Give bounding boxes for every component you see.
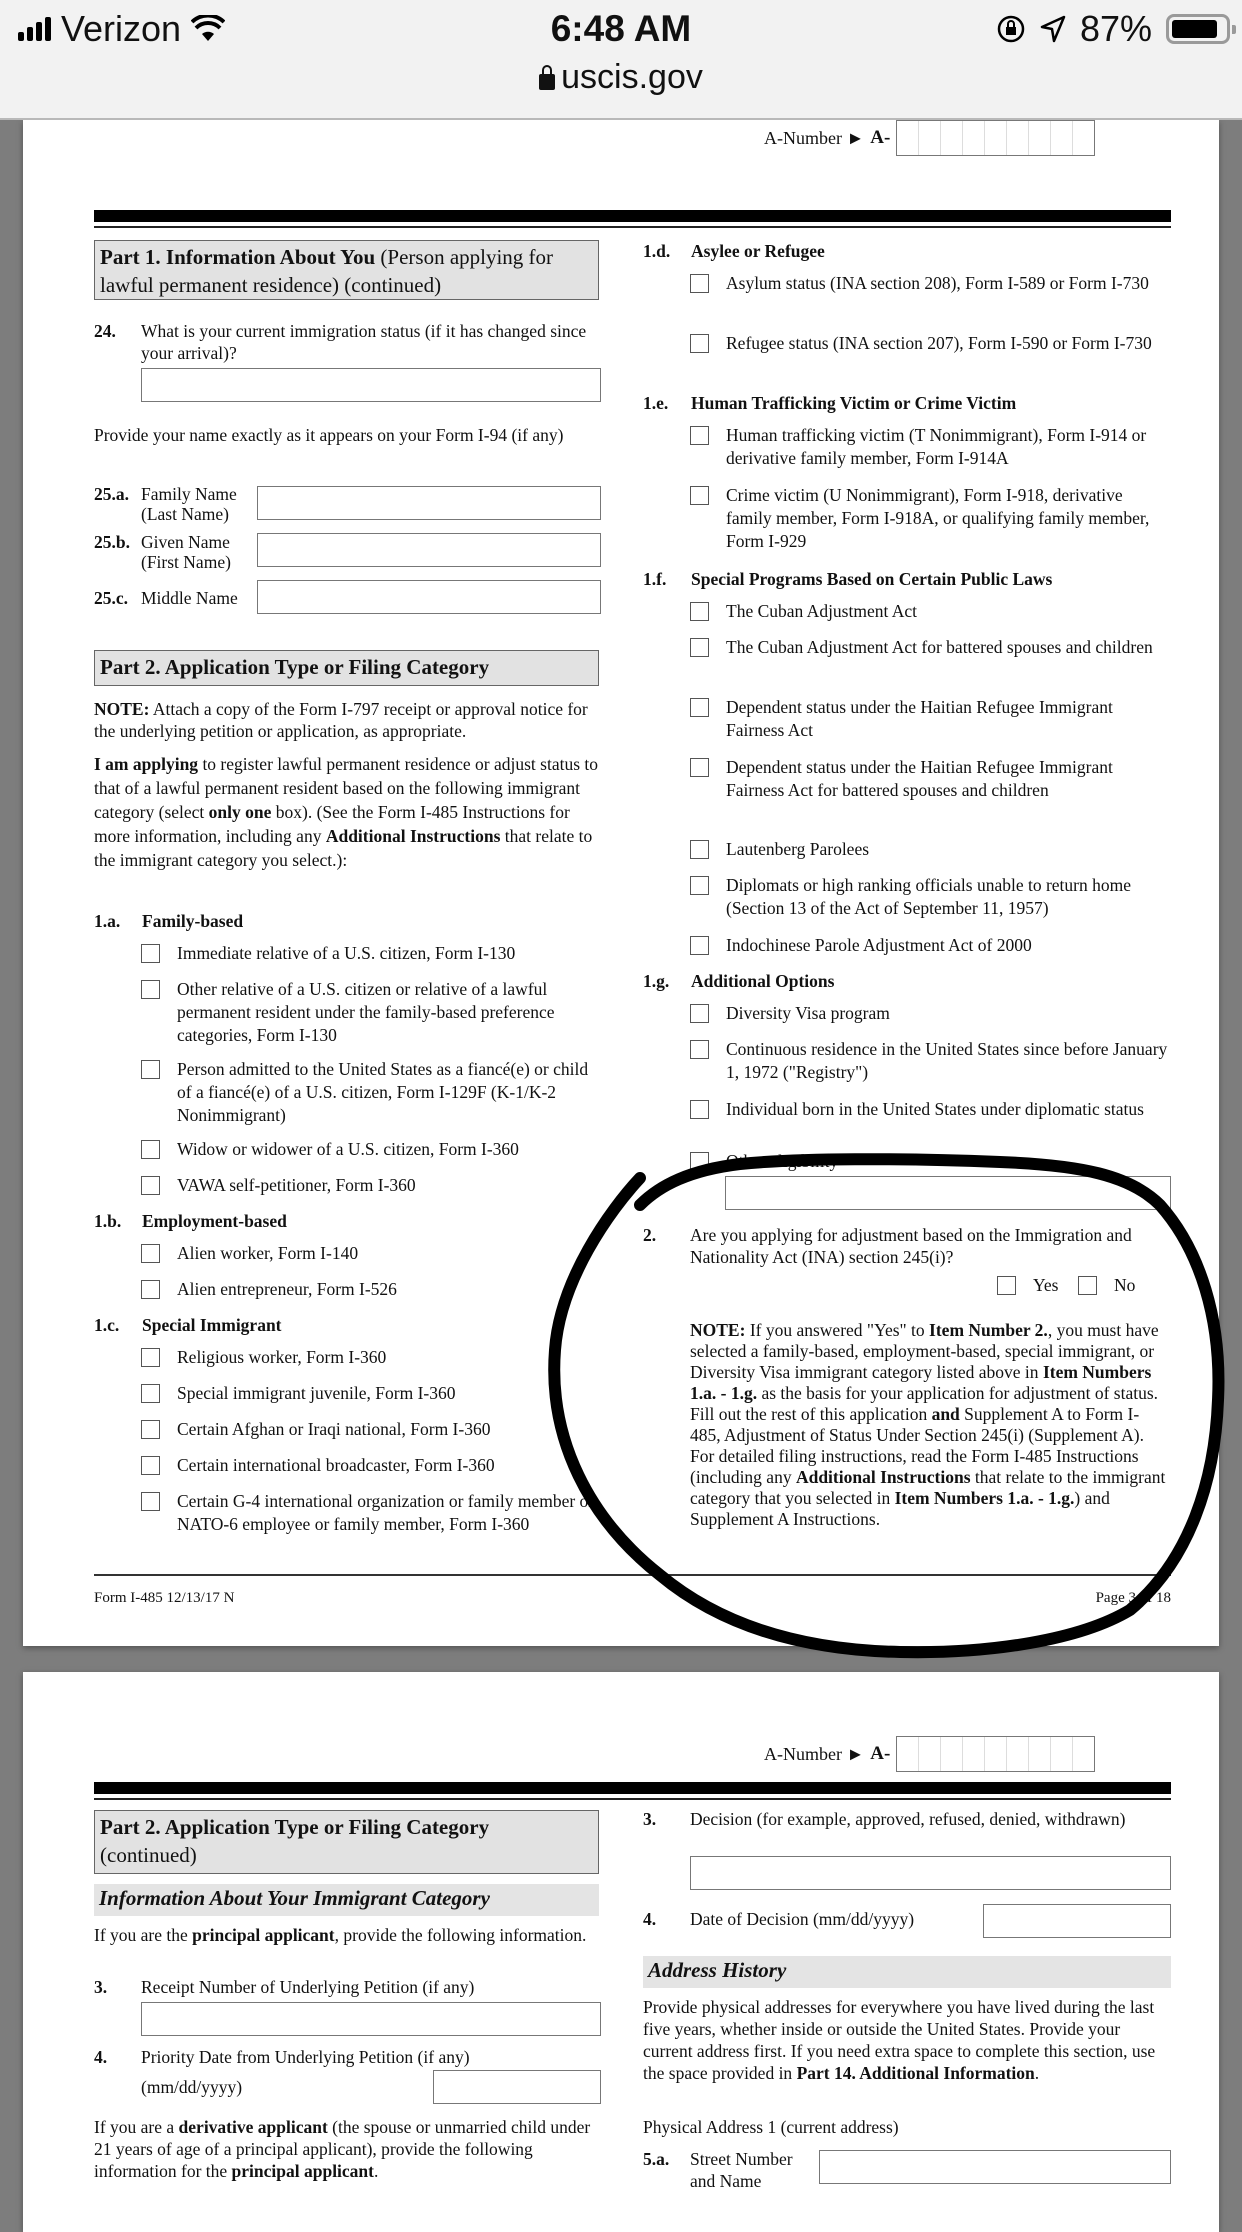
a-number-field-2[interactable] <box>896 1736 1095 1772</box>
option-item[interactable] <box>690 332 1170 355</box>
question-24: 24. What is your current immigration status (if it has changed since your arrival)? <box>94 321 587 363</box>
option-label: Diversity Visa program <box>726 1003 890 1023</box>
category-number: 1.d. <box>643 241 671 261</box>
category-title: Special Immigrant <box>142 1315 282 1335</box>
option-label: Certain Afghan or Iraqi national, Form I-360 <box>177 1419 491 1439</box>
a-number-field[interactable] <box>896 120 1095 156</box>
option-item[interactable] <box>141 978 601 1047</box>
category-1f <box>643 568 1052 590</box>
physical-address-label: Physical Address 1 (current address) <box>643 2117 899 2137</box>
lock-icon <box>539 74 555 90</box>
question-4-left: 4. Priority Date from Underlying Petition (if any) <box>94 2047 470 2067</box>
category-1e <box>643 392 1016 414</box>
priority-date-format: (mm/dd/yyyy) <box>141 2077 243 2097</box>
option-checkbox[interactable] <box>141 1384 160 1403</box>
yes-option[interactable]: Yes <box>997 1274 1058 1297</box>
option-item[interactable] <box>690 1002 1170 1025</box>
option-label: The Cuban Adjustment Act <box>726 601 918 621</box>
clock: 6:48 AM <box>550 8 692 49</box>
part2-continued-header: Part 2. Application Type or Filing Category (continued) <box>94 1810 599 1874</box>
no-option[interactable]: No <box>1078 1274 1135 1297</box>
option-label: Religious worker, Form I-360 <box>177 1347 387 1367</box>
option-checkbox[interactable] <box>141 1060 160 1079</box>
header-rule <box>94 210 1171 222</box>
part2-header: Part 2. Application Type or Filing Category <box>94 650 599 686</box>
option-item[interactable] <box>141 1418 601 1441</box>
option-label: Lautenberg Parolees <box>726 839 870 859</box>
option-label: Crime victim (U Nonimmigrant), Form I-918, derivative family member, Form I-918A, or qualifying family member, Form I-929 <box>726 485 1150 551</box>
battery-percent: 87% <box>1079 8 1152 49</box>
option-label: Immediate relative of a U.S. citizen, Form I-130 <box>177 943 516 963</box>
header-rule-2 <box>94 1782 1171 1794</box>
option-checkbox[interactable] <box>141 1420 160 1439</box>
question-3-left: 3. Receipt Number of Underlying Petition (if any) <box>94 1977 475 1997</box>
category-title: Special Programs Based on Certain Public Laws <box>691 569 1053 589</box>
decision-field[interactable] <box>690 1856 1171 1890</box>
option-checkbox[interactable] <box>141 1176 160 1195</box>
page-number: Page 3 of 18 <box>1095 1590 1171 1606</box>
question-4-right: 4. Date of Decision (mm/dd/yyyy) <box>643 1909 915 1929</box>
option-checkbox[interactable] <box>690 758 709 777</box>
option-label: Certain G-4 international organization or family member or NATO-6 employee or family member, Form I-360 <box>177 1491 595 1534</box>
option-checkbox[interactable] <box>690 1040 709 1059</box>
option-item[interactable] <box>141 1490 601 1536</box>
option-checkbox[interactable] <box>690 1152 709 1171</box>
option-item[interactable] <box>690 1150 1170 1173</box>
a-number-row <box>764 120 1095 156</box>
option-item[interactable] <box>690 636 1170 659</box>
option-checkbox[interactable] <box>141 1280 160 1299</box>
a-number-label: A-Number ► <box>764 127 865 148</box>
option-checkbox[interactable] <box>141 980 160 999</box>
receipt-number-field[interactable] <box>141 2002 601 2036</box>
street-field[interactable] <box>819 2150 1171 2184</box>
category-number: 1.g. <box>643 971 670 991</box>
category-title: Human Trafficking Victim or Crime Victim <box>691 393 1017 413</box>
option-item[interactable] <box>141 1138 601 1161</box>
a-prefix-2: A- <box>870 1743 891 1764</box>
option-item[interactable] <box>141 1174 601 1197</box>
option-label: Asylum status (INA section 208), Form I-589 or Form I-730 <box>726 273 1149 293</box>
option-item[interactable] <box>141 1454 601 1477</box>
label-25b: 25.b. Given Name (First Name) <box>94 532 231 572</box>
option-checkbox[interactable] <box>690 274 709 293</box>
address-instruction: Provide physical addresses for everywhere you have lived during the last five years, whether inside or outside the United States. Provide your current address first. If you need extra space to complete this section, use the space provided in Part 14. Additional Information. <box>643 1997 1156 2083</box>
url-bar[interactable] <box>0 58 1242 97</box>
option-checkbox[interactable] <box>690 602 709 621</box>
immigrant-category-header: Information About Your Immigrant Category <box>94 1884 599 1916</box>
option-checkbox[interactable] <box>690 1004 709 1023</box>
option-checkbox[interactable] <box>141 1348 160 1367</box>
option-label: Indochinese Parole Adjustment Act of 2000 <box>726 935 1032 955</box>
question-3-right: 3. Decision (for example, approved, refused, denied, withdrawn) <box>643 1809 1126 1829</box>
form-id: Form I-485 12/13/17 N <box>94 1590 235 1606</box>
priority-date-field[interactable] <box>433 2070 601 2104</box>
option-label: Person admitted to the United States as a fiancé(e) or child of a fiancé(e) of a U.S. citizen, Form I-129F (K-1/K-2 Nonimmigrant) <box>177 1059 589 1125</box>
principal-instruction: If you are the principal applicant, provide the following information. <box>94 1925 587 1945</box>
status-bar <box>0 0 1242 120</box>
option-label: Alien entrepreneur, Form I-526 <box>177 1279 397 1299</box>
option-checkbox[interactable] <box>141 1140 160 1159</box>
a-number-row-2 <box>764 1736 1095 1772</box>
carrier-name: Verizon <box>61 8 182 49</box>
option-item[interactable] <box>690 756 1170 802</box>
label-5a: 5.a. Street Number and Name <box>643 2149 793 2191</box>
option-item[interactable] <box>690 484 1170 553</box>
category-1g <box>643 970 834 992</box>
date-of-decision-field[interactable] <box>983 1904 1171 1938</box>
middle-name-field[interactable] <box>257 580 601 614</box>
question-2: 2. Are you applying for adjustment based on the Immigration and Nationality Act (INA) section 245(i)? <box>643 1225 1132 1267</box>
option-item[interactable] <box>141 1278 601 1301</box>
option-label: Refugee status (INA section 207), Form I-590 or Form I-730 <box>726 333 1152 353</box>
option-checkbox[interactable] <box>690 638 709 657</box>
option-checkbox[interactable] <box>690 1100 709 1119</box>
option-label: Certain international broadcaster, Form I-360 <box>177 1455 495 1475</box>
option-checkbox[interactable] <box>141 1492 160 1511</box>
category-number: 1.f. <box>643 569 667 589</box>
option-label: Diplomats or high ranking officials unable to return home (Section 13 of the Act of September 11, 1957) <box>726 875 1132 918</box>
option-checkbox[interactable] <box>690 840 709 859</box>
option-item[interactable] <box>690 874 1170 920</box>
derivative-instruction: If you are a derivative applicant (the spouse or unmarried child under 21 years of age of a principal applicant), provide the following information for the principal applicant. <box>94 2117 591 2181</box>
option-checkbox[interactable] <box>141 944 160 963</box>
option-item[interactable] <box>690 1038 1170 1084</box>
url-text: uscis.gov <box>561 58 703 96</box>
category-number: 1.a. <box>94 911 121 931</box>
category-number: 1.e. <box>643 393 669 413</box>
option-item[interactable] <box>690 600 1170 623</box>
option-label: Dependent status under the Haitian Refugee Immigrant Fairness Act for battered spouses and children <box>726 757 1113 800</box>
part1-header: Part 1. Information About You (Person applying for lawful permanent residence) (continued) <box>94 240 599 300</box>
option-item[interactable] <box>141 1382 601 1405</box>
option-label: The Cuban Adjustment Act for battered spouses and children <box>726 637 1153 657</box>
pdf-page-4 <box>23 1672 1219 2232</box>
no-checkbox[interactable] <box>1078 1276 1097 1295</box>
yes-checkbox[interactable] <box>997 1276 1016 1295</box>
family-name-field[interactable] <box>257 486 601 520</box>
category-number: 1.b. <box>94 1211 122 1231</box>
applying-instruction: I am applying to register lawful permanent residence or adjust status to that of a lawful permanent resident based on the following immigrant category (select only one box). (See the Form I-485 Instructions for more information, including any Additional Instructions that relate to the immigrant category you select.): <box>94 754 599 870</box>
address-history-header: Address History <box>643 1956 1171 1988</box>
option-item[interactable] <box>690 272 1170 295</box>
category-1d <box>643 240 825 262</box>
option-item[interactable] <box>141 1242 601 1265</box>
option-label: Other eligibility <box>726 1151 839 1171</box>
battery-icon <box>1166 14 1230 44</box>
option-label: Widow or widower of a U.S. citizen, Form I-360 <box>177 1139 519 1159</box>
note-attach: NOTE: Attach a copy of the Form I-797 receipt or approval notice for the underlying petition or application, as appropriate. <box>94 699 588 741</box>
label-25c: 25.c. Middle Name <box>94 588 238 608</box>
option-label: Dependent status under the Haitian Refugee Immigrant Fairness Act <box>726 697 1113 740</box>
location-icon <box>1040 15 1066 43</box>
note-245i: NOTE: If you answered "Yes" to Item Number 2., you must have selected a family-based, employment-based, special immigrant, or Diversity Visa immigrant category listed above in Item Numbers 1.a. - 1.g. as the basis for your application for adjustment of status. Fill out the rest of this application and Supplement A to Form I-485, Adjustment of Status Under Section 245(i) (Supplement A). For detailed filing instructions, read the Form I-485 Instructions (including any Additional Instructions that relate to the immigrant category that you selected in Item Numbers 1.a. - 1.g.) and Supplement A Instructions. <box>690 1320 1166 1529</box>
rotation-lock-icon <box>996 14 1026 44</box>
other-eligibility-field[interactable] <box>725 1176 1171 1210</box>
header-rule-thin-2 <box>94 1798 1171 1800</box>
option-label: Other relative of a U.S. citizen or relative of a lawful permanent resident under the family-based preference categories, Form I-130 <box>177 979 555 1045</box>
option-checkbox[interactable] <box>690 486 709 505</box>
a-prefix: A- <box>870 127 891 148</box>
option-label: Individual born in the United States under diplomatic status <box>726 1099 1144 1119</box>
option-checkbox[interactable] <box>690 426 709 445</box>
pdf-page-3 <box>23 120 1219 1646</box>
option-checkbox[interactable] <box>141 1456 160 1475</box>
category-1b <box>94 1210 287 1232</box>
category-1a <box>94 910 243 932</box>
option-item[interactable] <box>141 1058 601 1127</box>
category-number: 1.c. <box>94 1315 120 1335</box>
option-checkbox[interactable] <box>690 936 709 955</box>
category-title: Employment-based <box>142 1211 287 1231</box>
label-25a: 25.a. Family Name (Last Name) <box>94 484 237 524</box>
option-item[interactable] <box>690 934 1170 957</box>
category-1c <box>94 1314 282 1336</box>
footer-rule <box>94 1574 1171 1576</box>
a-number-label-2: A-Number ► <box>764 1743 865 1764</box>
option-item[interactable] <box>690 696 1170 742</box>
option-checkbox[interactable] <box>690 698 709 717</box>
option-label: Special immigrant juvenile, Form I-360 <box>177 1383 456 1403</box>
category-title: Additional Options <box>691 971 835 991</box>
category-title: Asylee or Refugee <box>691 241 825 261</box>
option-item[interactable] <box>690 1098 1170 1121</box>
category-title: Family-based <box>142 911 244 931</box>
option-item[interactable] <box>141 942 601 965</box>
option-checkbox[interactable] <box>690 876 709 895</box>
option-label: Alien worker, Form I-140 <box>177 1243 359 1263</box>
option-label: VAWA self-petitioner, Form I-360 <box>177 1175 416 1195</box>
option-checkbox[interactable] <box>690 334 709 353</box>
option-checkbox[interactable] <box>141 1244 160 1263</box>
option-item[interactable] <box>690 424 1170 470</box>
header-rule-thin <box>94 226 1171 228</box>
option-label: Continuous residence in the United States since before January 1, 1972 ("Registry") <box>726 1039 1168 1082</box>
i94-instruction: Provide your name exactly as it appears on your Form I-94 (if any) <box>94 425 564 445</box>
option-item[interactable] <box>690 838 1170 861</box>
given-name-field[interactable] <box>257 533 601 567</box>
immigration-status-field[interactable] <box>141 368 601 402</box>
option-item[interactable] <box>141 1346 601 1369</box>
option-label: Human trafficking victim (T Nonimmigrant), Form I-914 or derivative family member, Form I-914A <box>726 425 1147 468</box>
